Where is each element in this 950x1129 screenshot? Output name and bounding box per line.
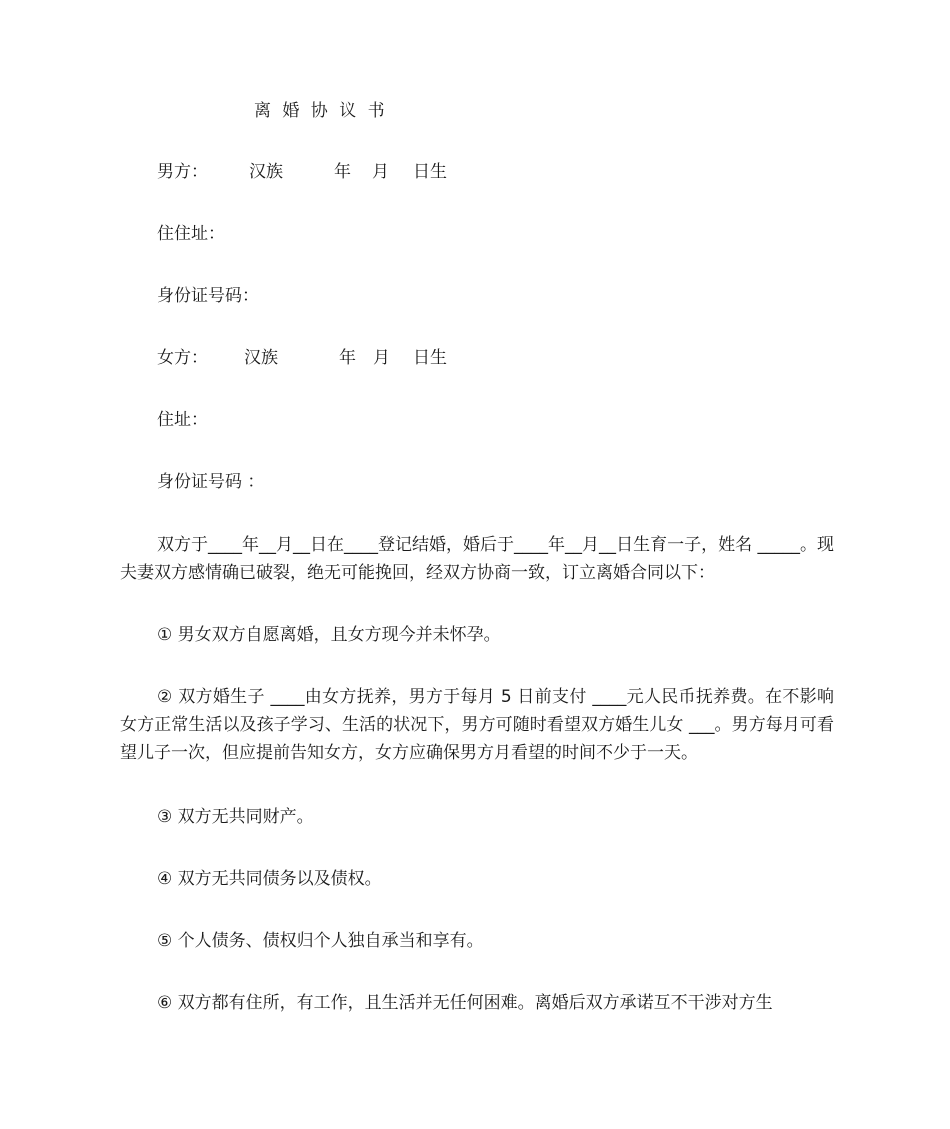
document-title: 离 婚 协 议 书: [254, 101, 388, 121]
female-info-row: [0, 344, 950, 372]
female-ethnicity: 汉族: [244, 348, 278, 368]
clause-5: ⑤ 个人债务、债权归个人独自承当和享有。: [157, 931, 484, 951]
male-birth-year: 年: [334, 162, 351, 182]
clause-3: ③ 双方无共同财产。: [157, 807, 314, 827]
clause-1: ① 男女双方自愿离婚，且女方现今并未怀孕。: [157, 625, 501, 645]
female-birth-month: 月: [373, 348, 390, 368]
female-birth-day: 日生: [413, 348, 447, 368]
female-label: 女方：: [157, 348, 208, 368]
clause-2: ② 双方婚生子 ____由女方抚养，男方于每月 5 日前支付 ____元人民币抚养费。在不影响女方正常生活以及孩子学习、生活的状况下，男方可随时看望双方婚生儿女 ___。男方每月可看望儿子一次，但应提前告知女方，女方应确保男方月看望的时间不少于一天。: [120, 687, 834, 763]
intro-paragraph: 双方于____年__月__日在____登记结婚，婚后于____年__月__日生育一子，姓名 _____。现夫妻双方感情确已破裂，绝无可能挽回，经双方协商一致，订立离婚合同以下：: [120, 535, 834, 583]
clause-4: ④ 双方无共同债务以及债权。: [157, 869, 382, 889]
clause-6: ⑥ 双方都有住所，有工作，且生活并无任何困难。离婚后双方承诺互不干涉对方生: [157, 993, 773, 1013]
male-ethnicity: 汉族: [249, 162, 283, 182]
male-info-row: [0, 158, 950, 186]
male-address-label: 住住址：: [157, 224, 225, 244]
female-birth-year: 年: [339, 348, 356, 368]
male-birth-day: 日生: [413, 162, 447, 182]
male-label: 男方：: [157, 162, 208, 182]
male-id-label: 身份证号码：: [157, 286, 259, 306]
male-birth-month: 月: [372, 162, 389, 182]
female-address-label: 住址：: [157, 410, 208, 430]
female-id-label: 身份证号码 ：: [157, 472, 265, 492]
